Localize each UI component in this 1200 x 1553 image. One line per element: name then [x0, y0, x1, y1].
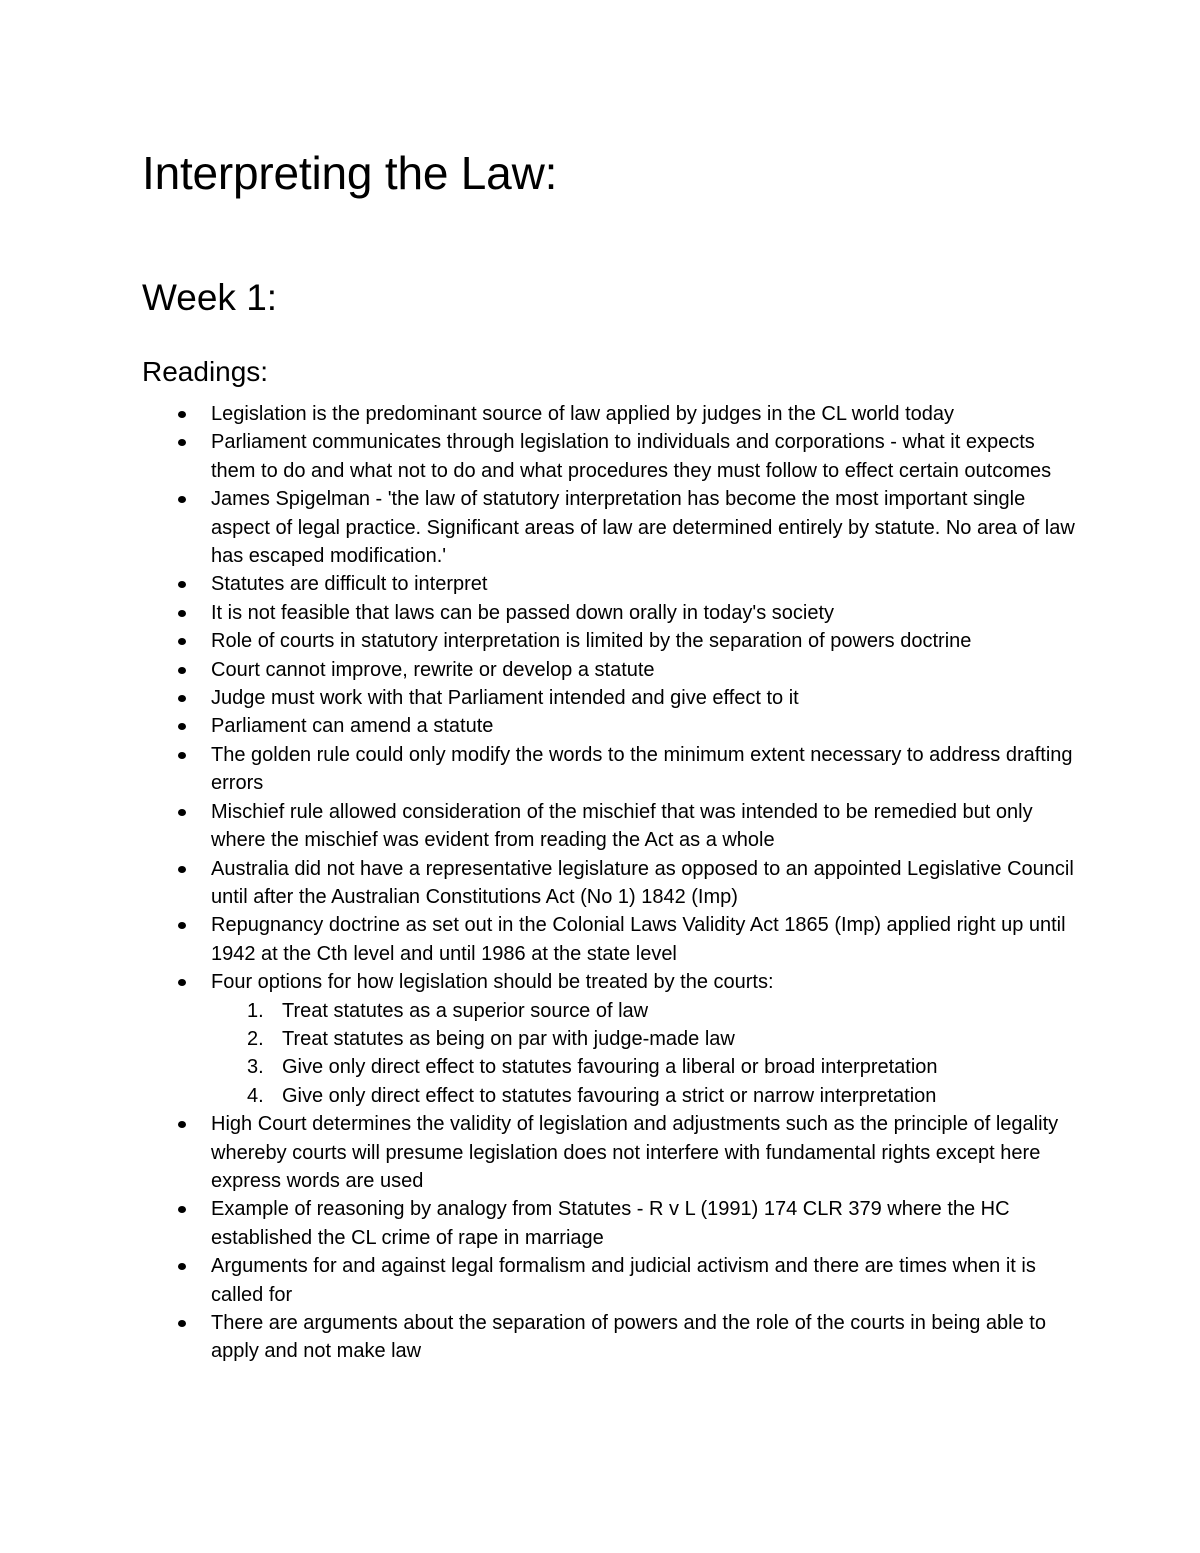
bullet-text: There are arguments about the separation of powers and the role of the courts in being able to apply and not make law [211, 1312, 1046, 1363]
bullet-dot-icon [178, 1206, 186, 1213]
bullet-dot-icon [178, 922, 186, 929]
bullet-dot-icon [178, 667, 186, 674]
bullet-text: Judge must work with that Parliament intended and give effect to it [211, 687, 799, 710]
bullet-text: Australia did not have a representative legislature as opposed to an appointed Legislative Council until after the Australian Constitutions Act (No 1) 1842 (Imp) [211, 857, 1074, 908]
readings-bullet-list [211, 400, 1081, 1366]
document-title: Interpreting the Law: [142, 147, 558, 199]
bullet-text: Parliament can amend a statute [211, 715, 494, 738]
bullet-item [211, 627, 1081, 655]
numbered-item [211, 1053, 1081, 1081]
bullet-text: Example of reasoning by analogy from Statutes - R v L (1991) 174 CLR 379 where the HC established the CL crime of rape in marriage [211, 1198, 1010, 1249]
bullet-text: Mischief rule allowed consideration of the mischief that was intended to be remedied but only where the mischief was evident from reading the Act as a whole [211, 800, 1033, 852]
bullet-text: Parliament communicates through legislation to individuals and corporations - what it expects them to do and what not to do and what procedures they must follow to effect certain outcomes [211, 431, 1052, 482]
bullet-item [211, 684, 1081, 712]
bullet-item [211, 599, 1081, 627]
bullet-item [211, 712, 1081, 740]
item-number: 2. [247, 1027, 264, 1050]
bullet-dot-icon [178, 439, 186, 446]
bullet-item [211, 1195, 1081, 1252]
item-number: 3. [247, 1056, 264, 1079]
bullet-dot-icon [178, 1263, 186, 1270]
bullet-dot-icon [178, 496, 186, 503]
bullet-text: Arguments for and against legal formalism and judicial activism and there are times when it is called for [211, 1255, 1036, 1306]
bullet-item [211, 400, 1081, 428]
bullet-dot-icon [178, 581, 186, 588]
bullet-item [211, 1110, 1081, 1195]
bullet-item [211, 1252, 1081, 1309]
bullet-dot-icon [178, 695, 186, 702]
bullet-text: Court cannot improve, rewrite or develop a statute [211, 658, 655, 681]
bullet-item [211, 798, 1081, 855]
week-heading: Week 1: [142, 277, 278, 318]
bullet-item [211, 1309, 1081, 1366]
bullet-item [211, 911, 1081, 968]
numbered-item [211, 1025, 1081, 1053]
numbered-sublist [211, 997, 1081, 1111]
bullet-dot-icon [178, 723, 186, 730]
bullet-dot-icon [178, 610, 186, 617]
bullet-text: Statutes are difficult to interpret [211, 573, 488, 596]
bullet-text: Four options for how legislation should be treated by the courts: [211, 971, 774, 994]
bullet-dot-icon [178, 638, 186, 645]
bullet-item [211, 968, 1081, 1110]
item-number: 1. [247, 999, 264, 1022]
bullet-text: Legislation is the predominant source of law applied by judges in the CL world today [211, 403, 955, 425]
bullet-text: It is not feasible that laws can be passed down orally in today's society [211, 601, 835, 624]
bullet-item [211, 656, 1081, 684]
numbered-item [211, 997, 1081, 1025]
bullet-item [211, 570, 1081, 598]
numbered-item-text: Give only direct effect to statutes favouring a liberal or broad interpretation [282, 1056, 938, 1079]
bullet-text: The golden rule could only modify the words to the minimum extent necessary to address drafting errors [211, 743, 1073, 795]
numbered-item [211, 1082, 1081, 1110]
bullet-dot-icon [178, 866, 186, 873]
bullet-dot-icon [178, 979, 186, 986]
bullet-text: Repugnancy doctrine as set out in the Colonial Laws Validity Act 1865 (Imp) applied right up until 1942 at the Cth level and until 1986 at the state level [211, 914, 1066, 965]
bullet-dot-icon [178, 1121, 186, 1128]
bullet-dot-icon [178, 809, 186, 816]
bullet-text: Role of courts in statutory interpretation is limited by the separation of powers doctrine [211, 630, 972, 653]
bullet-item [211, 428, 1081, 485]
bullet-item [211, 485, 1081, 570]
bullet-dot-icon [178, 752, 186, 759]
bullet-dot-icon [178, 1320, 186, 1327]
bullet-dot-icon [178, 411, 186, 418]
numbered-item-text: Give only direct effect to statutes favouring a strict or narrow interpretation [282, 1084, 937, 1107]
section-heading: Readings: [142, 356, 269, 387]
bullet-item [211, 855, 1081, 912]
bullet-text: High Court determines the validity of legislation and adjustments such as the principle of legality whereby courts will presume legislation does not interfere with fundamental rights except here express words are used [211, 1113, 1059, 1192]
item-number: 4. [247, 1084, 264, 1107]
numbered-item-text: Treat statutes as a superior source of law [282, 999, 649, 1022]
bullet-text: James Spigelman - 'the law of statutory interpretation has become the most important single aspect of legal practice. Significant areas of law are determined entirely by statute. No area of law has escaped modification.' [211, 488, 1075, 568]
numbered-item-text: Treat statutes as being on par with judge-made law [282, 1027, 735, 1050]
bullet-item [211, 741, 1081, 798]
